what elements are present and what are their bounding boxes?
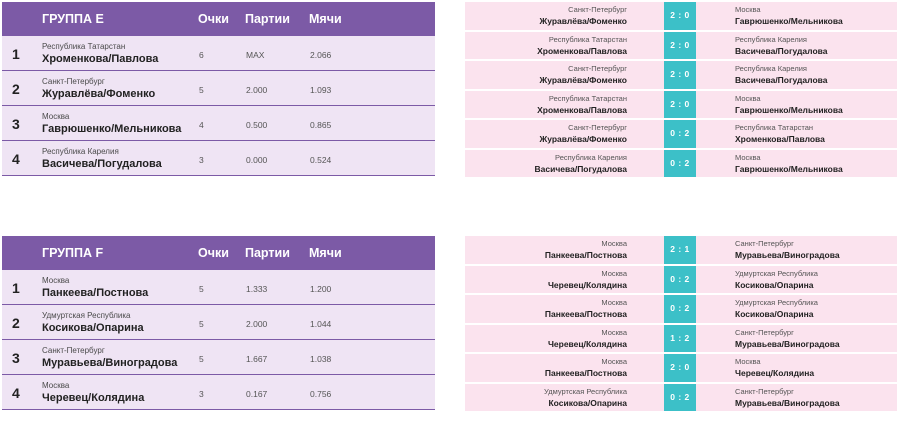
team-region: Москва [42, 112, 70, 121]
away-region: Республика Карелия [735, 64, 807, 73]
away-team: Муравьева/Виноградова [735, 397, 840, 408]
sets-value: 0.167 [246, 389, 268, 399]
home-team: Хроменкова/Павлова [537, 45, 627, 56]
home-region: Удмуртская Республика [544, 386, 627, 396]
away-region: Москва [735, 5, 761, 14]
team-name: Гаврюшенко/Мельникова [42, 123, 182, 135]
balls-value: 1.044 [310, 319, 332, 329]
rank: 2 [12, 315, 20, 331]
sets-value: 2.000 [246, 319, 268, 329]
group-e-header [2, 2, 435, 36]
standings-row [2, 305, 435, 340]
away-region: Удмуртская Республика [735, 268, 818, 278]
match-score: 2 : 0 [664, 32, 696, 60]
home-team: Панкеева/Постнова [544, 368, 627, 378]
standings-row [2, 36, 435, 71]
home-team: Черевец/Колядина [547, 279, 627, 290]
home-team: Косикова/Опарина [548, 397, 627, 408]
team-name: Муравьева/Виноградова [42, 357, 178, 369]
points-value: 5 [199, 85, 204, 95]
points-value: 4 [199, 120, 204, 130]
balls-value: 0.524 [310, 155, 332, 165]
away-region: Республика Карелия [735, 34, 807, 44]
away-region: Санкт-Петербург [735, 327, 794, 337]
away-team: Васичева/Погудалова [735, 75, 828, 85]
away-region: Удмуртская Республика [735, 298, 818, 307]
points-value: 6 [199, 50, 204, 60]
standings-row [2, 270, 435, 305]
team-name: Черевец/Колядина [42, 392, 145, 404]
balls-value: 0.865 [310, 120, 332, 130]
balls-value: 0.756 [310, 389, 332, 399]
home-region: Москва [601, 298, 627, 307]
rank: 3 [12, 116, 20, 132]
away-team: Муравьева/Виноградова [735, 250, 840, 260]
points-header: Очки [198, 12, 229, 26]
balls-value: 1.093 [310, 85, 332, 95]
match-score: 2 : 0 [664, 2, 696, 30]
rank: 3 [12, 350, 20, 366]
home-region: Санкт-Петербург [568, 123, 627, 132]
home-region: Республика Татарстан [548, 93, 627, 103]
points-value: 5 [199, 354, 204, 364]
team-region: Москва [42, 276, 70, 285]
sets-header: Партии [245, 12, 290, 26]
match-score: 1 : 2 [664, 325, 696, 353]
match-row[interactable] [465, 384, 897, 412]
team-name: Васичева/Погудалова [42, 158, 162, 170]
home-region: Москва [601, 327, 627, 337]
home-team: Журавлёва/Фоменко [539, 16, 627, 26]
rank: 4 [12, 385, 20, 401]
away-team: Черевец/Колядина [735, 368, 815, 378]
home-region: Республика Карелия [555, 152, 627, 162]
sets-value: 1.333 [246, 284, 268, 294]
team-name: Журавлёва/Фоменко [42, 88, 156, 100]
team-region: Санкт-Петербург [42, 77, 105, 86]
home-region: Республика Татарстан [548, 34, 627, 44]
match-row[interactable] [465, 325, 897, 353]
balls-value: 2.066 [310, 50, 332, 60]
points-value: 3 [199, 155, 204, 165]
home-team: Журавлёва/Фоменко [539, 75, 627, 85]
match-row[interactable] [465, 91, 897, 119]
balls-header: Мячи [309, 246, 342, 260]
group-f-matches [465, 236, 897, 413]
balls-header: Мячи [309, 12, 342, 26]
away-team: Муравьева/Виноградова [735, 338, 840, 349]
group-f-header [2, 236, 435, 270]
home-region: Москва [601, 239, 627, 248]
group-f-title: ГРУППА F [42, 246, 104, 260]
away-team: Хроменкова/Павлова [735, 134, 825, 144]
sets-value: 0.500 [246, 120, 268, 130]
team-name: Панкеева/Постнова [42, 287, 149, 299]
match-row[interactable] [465, 32, 897, 60]
sets-value: 2.000 [246, 85, 268, 95]
home-team: Панкеева/Постнова [544, 309, 627, 319]
match-row[interactable] [465, 150, 897, 178]
team-region: Республика Татарстан [42, 42, 126, 51]
team-name: Косикова/Опарина [42, 322, 144, 334]
match-score: 0 : 2 [664, 384, 696, 412]
away-team: Васичева/Погудалова [735, 45, 828, 56]
match-row[interactable] [465, 354, 897, 382]
balls-value: 1.038 [310, 354, 332, 364]
team-region: Санкт-Петербург [42, 346, 105, 355]
match-score: 0 : 2 [664, 150, 696, 178]
sets-value: MAX [246, 50, 265, 60]
away-team: Гаврюшенко/Мельникова [735, 16, 843, 26]
home-team: Панкеева/Постнова [544, 250, 627, 260]
match-row[interactable] [465, 61, 897, 89]
away-region: Москва [735, 152, 761, 162]
balls-value: 1.200 [310, 284, 332, 294]
match-row[interactable] [465, 2, 897, 30]
home-team: Журавлёва/Фоменко [539, 134, 627, 144]
away-region: Москва [735, 357, 761, 366]
home-region: Москва [601, 357, 627, 366]
away-region: Санкт-Петербург [735, 386, 794, 396]
match-row[interactable] [465, 120, 897, 148]
away-region: Москва [735, 93, 761, 103]
sets-value: 0.000 [246, 155, 268, 165]
match-score: 0 : 2 [664, 295, 696, 323]
points-header: Очки [198, 246, 229, 260]
rank: 4 [12, 151, 20, 167]
match-score: 2 : 1 [664, 236, 696, 264]
home-region: Санкт-Петербург [568, 5, 627, 14]
home-region: Санкт-Петербург [568, 64, 627, 73]
standings-row [2, 340, 435, 375]
away-team: Косикова/Опарина [735, 309, 814, 319]
match-score: 2 : 0 [664, 61, 696, 89]
points-value: 3 [199, 389, 204, 399]
rank: 1 [12, 280, 20, 296]
away-region: Республика Татарстан [735, 123, 814, 132]
rank: 2 [12, 81, 20, 97]
sets-value: 1.667 [246, 354, 268, 364]
home-team: Черевец/Колядина [547, 338, 627, 349]
sets-header: Партии [245, 246, 290, 260]
group-e-matches [465, 2, 897, 179]
match-row[interactable] [465, 295, 897, 323]
home-team: Васичева/Погудалова [534, 163, 627, 174]
standings-row [2, 106, 435, 141]
team-region: Удмуртская Республика [42, 311, 131, 320]
away-team: Гаврюшенко/Мельникова [735, 163, 843, 174]
match-score: 2 : 0 [664, 354, 696, 382]
away-team: Гаврюшенко/Мельникова [735, 104, 843, 115]
group-f-standings [2, 236, 435, 410]
rank: 1 [12, 46, 20, 62]
home-region: Москва [601, 268, 627, 278]
away-region: Санкт-Петербург [735, 239, 794, 248]
match-score: 0 : 2 [664, 120, 696, 148]
match-score: 2 : 0 [664, 91, 696, 119]
team-region: Москва [42, 381, 70, 390]
standings-row [2, 141, 435, 176]
match-row[interactable] [465, 236, 897, 264]
team-region: Республика Карелия [42, 147, 119, 156]
home-team: Хроменкова/Павлова [537, 104, 627, 115]
away-team: Косикова/Опарина [735, 279, 814, 290]
match-row[interactable] [465, 266, 897, 294]
standings-row [2, 375, 435, 410]
group-e-title: ГРУППА E [42, 12, 104, 26]
standings-row [2, 71, 435, 106]
match-score: 0 : 2 [664, 266, 696, 294]
points-value: 5 [199, 319, 204, 329]
team-name: Хроменкова/Павлова [42, 53, 159, 65]
points-value: 5 [199, 284, 204, 294]
group-e-standings [2, 2, 435, 176]
